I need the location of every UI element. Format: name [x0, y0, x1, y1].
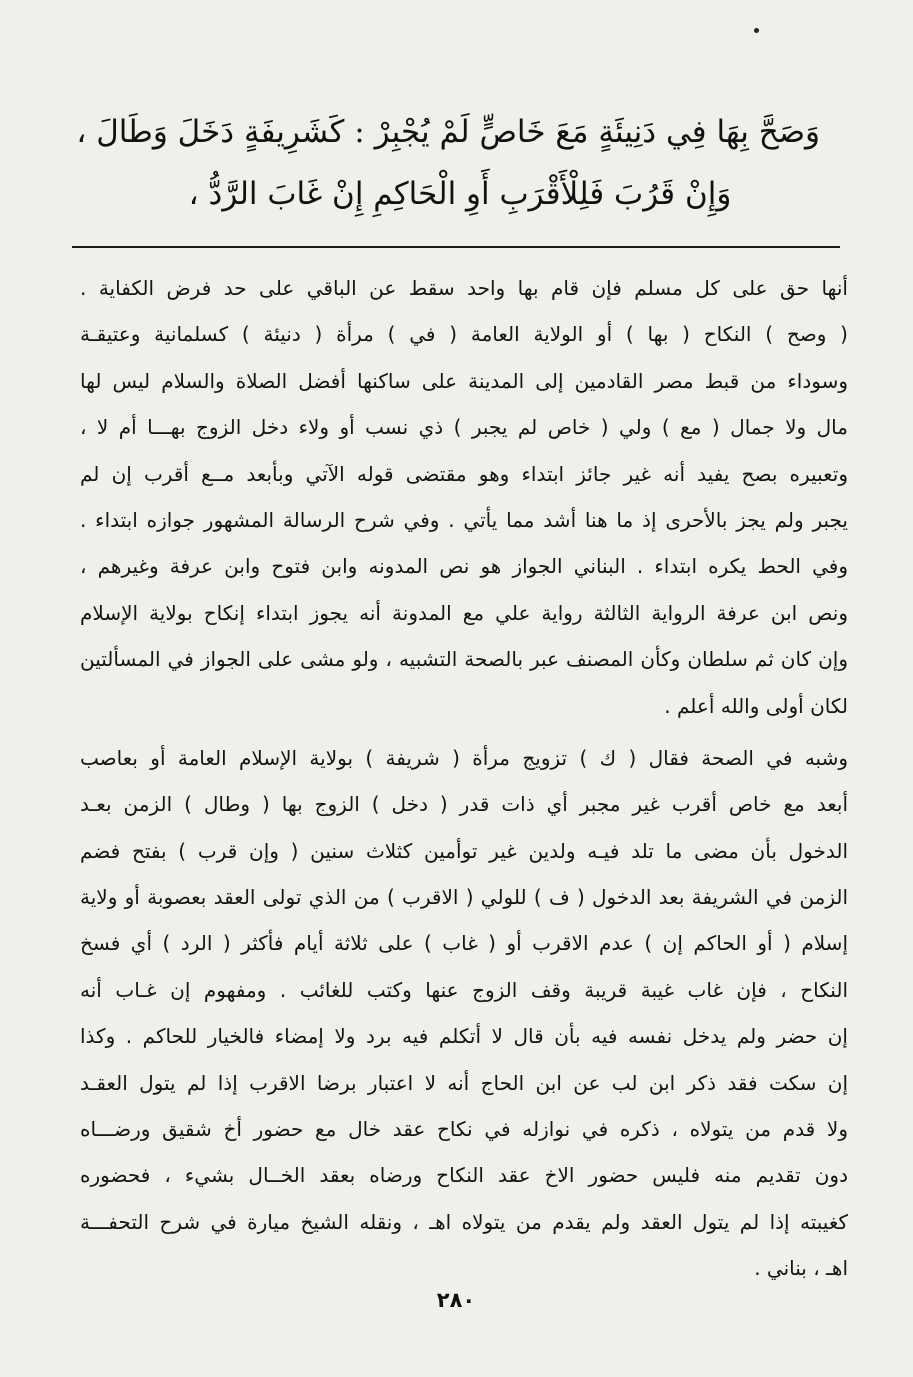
commentary-line: وفي الحط يكره ابتداء . البناني الجواز هو نص المدونه وابن فتوح وابن عرفة وغيرهم ،	[80, 554, 848, 579]
commentary-line: النكاح ، فإن غاب غيبة قريبة وقف الزوج عنها وكتب للغائب . ومفهوم إن غـاب أنه	[80, 977, 848, 1002]
commentary-line: وشبه في الصحة فقال ( ك ) تزويج مرأة ( شريفة ) بولاية الإسلام العامة أو بعاصب	[80, 745, 848, 770]
commentary-line: دون تقديم منه فليس حضور الاخ عقد النكاح ورضاه بعقد الخــال بشيء ، فحضوره	[80, 1163, 848, 1188]
verse-line-2: وَإِنْ قَرُبَ فَلِلْأَقْرَبِ أَوِ الْحَاكِمِ إِنْ غَابَ الرَّدُّ ،	[188, 176, 732, 212]
commentary-line: وسوداء من قبط مصر القادمين إلى المدينة على ساكنها أفضل الصلاة والسلام ليس لها	[80, 368, 848, 393]
commentary-line: إن سكت فقد ذكر ابن لب عن ابن الحاج أنه لا اعتبار برضا الاقرب إذا لم يتول العقـد	[80, 1070, 848, 1095]
commentary-line: ( وصح ) النكاح ( بها ) أو الولاية العامة ( في ) مرأة ( دنيئة ) كسلمانية وعتيقـة	[80, 322, 848, 347]
commentary-line: الدخول بأن مضى ما تلد فيـه ولدين غير توأمين كثلاث سنين ( وإن قرب ) بفتح فضم	[80, 838, 848, 863]
commentary-line: الزمن في الشريفة بعد الدخول ( ف ) للولي ( الاقرب ) من الذي تولى العقد بعصوبة أو ولاية	[80, 885, 848, 910]
commentary-line: مال ولا جمال ( مع ) ولي ( خاص لم يجبر ) ذي نسب أو ولاء دخل الزوج بهـــا أم لا ،	[80, 415, 848, 440]
verse-line-1: وَصَحَّ بِهَا فِي دَنِيئَةٍ مَعَ خَاصٍّ لَمْ يُجْبِرْ : كَشَرِيفَةٍ دَخَلَ وَطَالَ ،	[76, 114, 820, 150]
commentary-line: ونص ابن عرفة الرواية الثالثة رواية علي مع المدونة أنه يجوز ابتداء إنكاح بولاية الإسلام	[80, 600, 848, 625]
commentary-line: وتعبيره بصح يفيد أنه غير جائز ابتداء وهو مقتضى قوله الآتي وبأبعد مــع أقرب إن لم	[80, 461, 848, 486]
commentary-line: وإن كان ثم سلطان وكأن المصنف عبر بالصحة التشبيه ، ولو مشى على الجواز في المسألتين	[80, 647, 848, 672]
commentary-line: أنها حق على كل مسلم فإن قام بها واحد سقط عن الباقي على حد فرض الكفاية .	[80, 276, 848, 300]
commentary-line: ولا قدم من يتولاه ، ذكره في نوازله في نكاح عقد خال مع حضور أخ شقيق ورضـــاه	[80, 1117, 848, 1142]
commentary-body	[80, 265, 848, 1292]
commentary-line: لكان أولى والله أعلم .	[664, 693, 848, 718]
page-number: ٢٨٠	[436, 1288, 476, 1312]
commentary-line: إسلام ( أو الحاكم إن ) عدم الاقرب أو ( غاب ) على ثلاثة أيام فأكثر ( الرد ) أي فسخ	[80, 931, 848, 956]
commentary-line: يجبر ولم يجز بالأحرى إذ ما هنا أشد مما يأتي . وفي شرح الرسالة المشهور جوازه ابتداء .	[80, 507, 848, 532]
commentary-line: أبعد مع خاص أقرب غير مجبر أي ذات قدر ( دخل ) الزوج بها ( وطال ) الزمن بعـد	[80, 792, 848, 817]
separator-rule	[72, 246, 840, 248]
ink-speck	[754, 28, 759, 33]
commentary-line: اهـ ، بناني .	[754, 1256, 848, 1281]
commentary-line: كغيبته إذا لم يتول العقد ولم يقدم من يتولاه اهـ ، ونقله الشيخ ميارة في شرح التحفـــة	[80, 1209, 848, 1234]
commentary-line: إن حضر ولم يدخل نفسه فيه بأن قال لا أتكلم فيه برد ولا إمضاء فالخيار للحاكم . وكذا	[80, 1024, 848, 1049]
